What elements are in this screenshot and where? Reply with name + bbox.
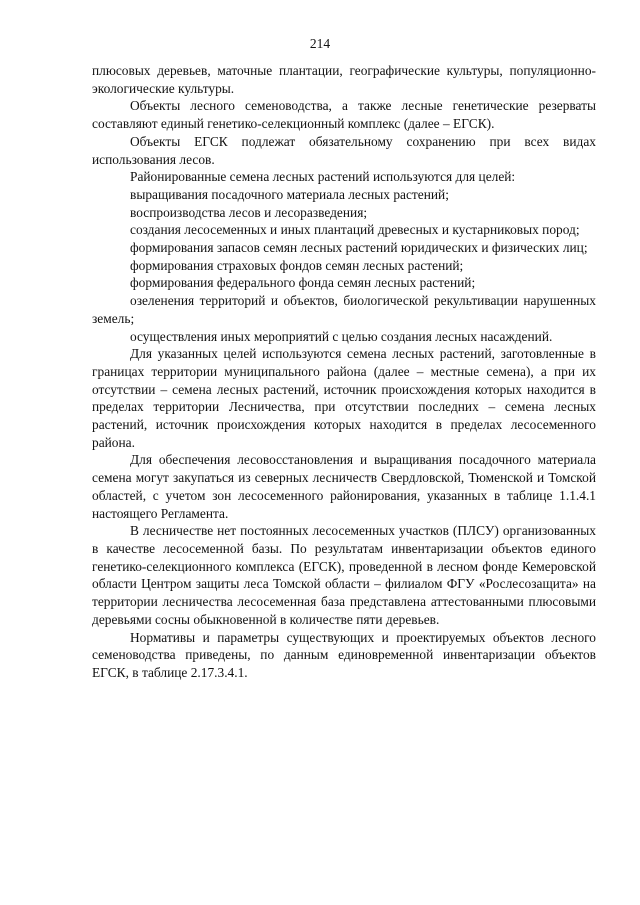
list-item: воспроизводства лесов и лесоразведения;: [130, 204, 368, 220]
paragraph: Объекты ЕГСК подлежат обязательному сохранению при всех видах использования лесов.: [92, 133, 596, 167]
list-item: озеленения территорий и объектов, биологической рекультивации нарушенных земель;: [92, 293, 596, 326]
paragraph: Районированные семена лесных растений используются для целей:: [130, 169, 516, 185]
document-body: [92, 62, 596, 682]
paragraph: Нормативы и параметры существующих и проектируемых объектов лесного семеноводства приведены, по данным единовременной инвентаризации объектов ЕГСК, в таблице 2.17.3.4.1.: [92, 629, 596, 680]
list-item: выращивания посадочного материала лесных растений;: [130, 186, 449, 202]
list-item: формирования страховых фондов семян лесных растений;: [130, 257, 464, 273]
page-number: 214: [309, 36, 331, 51]
list-item: создания лесосеменных и иных плантаций древесных и кустарниковых пород;: [130, 222, 580, 238]
paragraph: Объекты лесного семеноводства, а также лесные генетические резерваты составляют единый генетико-селекционный комплекс (далее – ЕГСК).: [92, 98, 596, 132]
paragraph: Для указанных целей используются семена лесных растений, заготовленные в границах территории муниципального района (далее – местные семена), а при их отсутствии – семена лесных растений, источник происхождения которых находится в пределах территории Лесничества, при отсутствии последних – семена лесных растений, источник происхождения которых находится в пределах лесосеменного района.: [92, 346, 596, 450]
paragraph: В лесничестве нет постоянных лесосеменных участков (ПЛСУ) организованных в качестве лесосеменной базы. По результатам инвентаризации объектов единого генетико-селекционного комплекса (ЕГСК), проведенной в лесном фонде Кемеровской области Центром защиты леса Томской области – филиалом ФГУ «Рослесозащита» на территории лесничества лесосеменная база представлена аттестованными плюсовыми деревьями сосны обыкновенной в количестве пяти деревьев.: [92, 523, 596, 627]
paragraph: плюсовых деревьев, маточные плантации, географические культуры, популяционно-экологические культуры.: [92, 63, 596, 96]
paragraph: Для обеспечения лесовосстановления и выращивания посадочного материала семена могут закупаться из северных лесничеств Свердловской, Тюменской и Томской областей, с учетом зон лесосеменного районирования, указанных в таблице 1.1.4.1 настоящего Регламента.: [92, 452, 596, 521]
list-item: формирования федерального фонда семян лесных растений;: [130, 275, 476, 291]
list-item: формирования запасов семян лесных растений юридических и физических лиц;: [130, 240, 588, 256]
list-item: осуществления иных мероприятий с целью создания лесных насаждений.: [130, 328, 553, 344]
